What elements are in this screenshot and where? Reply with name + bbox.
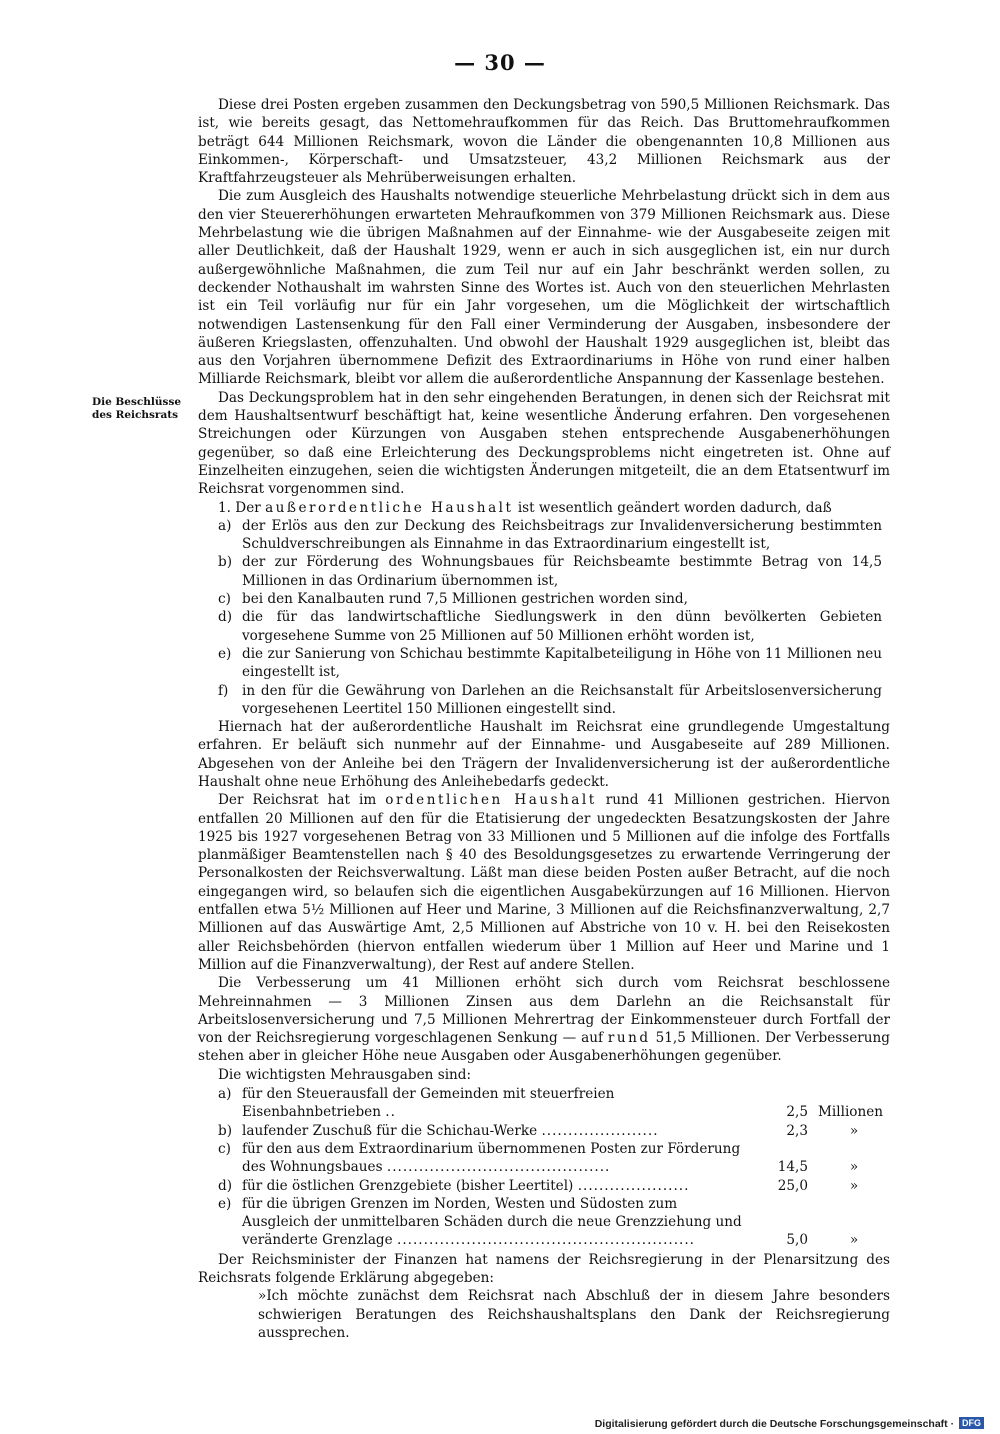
row-value: 2,5: [786, 1104, 808, 1121]
table-row: [198, 1177, 890, 1195]
list-text: der Erlös aus den zur Deckung des Reichsbeitrags zur Invalidenversicherung bestimmten Schuldverschreibungen als Einnahme in das Extraordinarium eingestellt ist,: [242, 517, 882, 553]
paragraph: Die wichtigsten Mehrausgaben sind:: [218, 1066, 472, 1083]
list-text: bei den Kanalbauten rund 7,5 Millionen gestrichen worden sind,: [242, 591, 688, 608]
list-item: [198, 590, 890, 608]
list-label: b): [218, 554, 233, 571]
row-label: b): [218, 1122, 233, 1139]
emphasis-text: ordentlichen Haushalt: [385, 792, 597, 809]
footer-text: Digitalisierung gefördert durch die Deutsche Forschungsgemeinschaft ·: [594, 1418, 955, 1430]
list-item: [198, 608, 890, 645]
paragraph: Die zum Ausgleich des Haushalts notwendige steuerliche Mehrbelastung drückt sich in dem aus den vier Steuererhöhungen erwarteten Mehraufkommen von 379 Millionen Reichsmark aus. Diese Mehrbelastung wie die übrigen Maßnahmen auf der Einnahme- wie der Ausgabeseite zeigen mit aller Deutlichkeit, daß der Haushalt 1929, wenn er auch in sich ausgeglichen ist, ein nur durch außergewöhnliche Maßnahmen, die zum Teil nur auf ein Jahr beschränkt werden sollen, zu deckender Nothaushalt im wahrsten Sinne des Wortes ist. Auch von den steuerlichen Mehrlasten ist ein Teil vorläufig nur für ein Jahr vorgesehen, um die Möglichkeit der wirtschaftlich notwendigen Lastensenkung für den Fall einer Verminderung der Ausgaben, insbesondere der äußeren Kriegslasten, offenzuhalten. Und obwohl der Haushalt 1929 ausgeglichen ist, bleibt das aus den Vorjahren übernommene Defizit des Extraordinariums in Höhe von rund einer halben Milliarde Reichsmark, bleibt vor allem die außerordentliche Anspannung der Kassenlage bestehen.: [198, 188, 890, 388]
list-label: c): [218, 591, 231, 608]
row-text: laufender Zuschuß für die Schichau-Werke: [242, 1122, 538, 1139]
body-text: [198, 96, 890, 1342]
paragraph: Das Deckungsproblem hat in den sehr eingehenden Beratungen, in denen sich der Reichsrat mit dem Haushaltsentwurf beschäftigt hat, keine wesentliche Änderung erfahren. Den vorgesehenen Streichungen oder Kürzungen von Ausgaben stehen entsprechende Ausgabenerhöhungen gegenüber, so daß eine Erleichterung des Deckungsproblems nicht eingetreten ist. Ohne auf Einzelheiten einzugehen, seien die wichtigsten Änderungen mitgeteilt, die an dem Etatsentwurf im Reichsrat vorgenommen sind.: [198, 389, 890, 498]
list-label: a): [218, 517, 232, 534]
table-row: [198, 1085, 890, 1122]
changes-list: [198, 517, 890, 718]
row-value: 14,5: [777, 1159, 808, 1176]
row-label: a): [218, 1086, 232, 1103]
row-unit: »: [849, 1232, 859, 1249]
list-item: [198, 682, 890, 719]
text-run: Der Reichsrat hat im: [218, 792, 377, 809]
text-run: 1. Der: [218, 499, 261, 516]
leader-dots: .....................: [577, 1177, 690, 1194]
row-text: für die östlichen Grenzgebiete (bisher Leertitel): [242, 1177, 574, 1194]
row-unit: »: [849, 1122, 859, 1139]
text-run: 51,5 Millionen. Der Verbesserung stehen aber in gleicher Höhe neue Ausgaben oder Ausgabenerhöhungen gegenüber.: [198, 1030, 890, 1065]
list-label: e): [218, 645, 232, 662]
list-label: f): [218, 682, 229, 699]
row-text: für den aus dem Extraordinarium übernommenen Posten zur Förderung des Wohnungsbaues: [242, 1140, 741, 1176]
emphasis-text: rund: [607, 1030, 651, 1047]
row-unit: Millionen: [818, 1104, 884, 1121]
list-label: d): [218, 609, 233, 626]
row-text: für den Steuerausfall der Gemeinden mit steuerfreien Eisenbahnbetrieben: [242, 1086, 615, 1121]
list-item: [198, 553, 890, 590]
leader-dots: ......................: [541, 1122, 659, 1139]
emphasis-text: außerordentliche Haushalt: [265, 499, 514, 516]
row-label: e): [218, 1195, 232, 1212]
row-unit: »: [849, 1159, 859, 1176]
row-value: 2,3: [786, 1122, 808, 1139]
text-run: rund 41 Millionen gestrichen. Hiervon entfallen 20 Millionen auf den für die Etatisierung der ungedeckten Besatzungskosten der Jahre 1925 bis 1927 vorgesehenen Betrag von 33 Millionen und 5 Millionen auf die infolge des Fortfalls planmäßiger Beamtenstellen nach § 40 des Besoldungsgesetzes zu erwartende Verringerung der Personalkosten der Reichsverwaltung. Läßt man diese beiden Posten außer Betracht, auf die noch eingegangen wird, so belaufen sich die eigentlichen Ausgabekürzungen auf 16 Millionen. Hiervon entfallen etwa 5½ Millionen auf Heer und Marine, 3 Millionen auf die Reichsfinanzverwaltung, 2,7 Millionen auf das Auswärtige Amt, 2,5 Millionen auf Abstriche von 10 v. H. bei den Reisekosten aller Reichsbehörden (hiervon entfallen wiederum über 1 Million auf Heer und Marine und 1 Million auf die Finanzverwaltung), der Rest auf andere Stellen.: [198, 792, 890, 973]
list-item: [198, 517, 890, 554]
row-value: 5,0: [786, 1232, 808, 1249]
table-row: [198, 1195, 890, 1250]
paragraph: Hiernach hat der außerordentliche Haushalt im Reichsrat eine grundlegende Umgestaltung erfahren. Er beläuft sich nunmehr auf der Einnahme- und Ausgabeseite auf 289 Millionen. Abgesehen von der Anleihe bei den Trägern der Invalidenversicherung ist der außerordentliche Haushalt ohne neue Erhöhung des Anleihebedarfs gedeckt.: [198, 719, 890, 790]
row-value: 25,0: [777, 1177, 808, 1194]
digitization-footer: [595, 1417, 984, 1430]
expenses-table: [198, 1085, 890, 1250]
list-item: [198, 645, 890, 682]
paragraph: [198, 791, 890, 974]
table-row: [198, 1122, 890, 1140]
leader-dots: ..: [385, 1104, 396, 1121]
leader-dots: ..........................................: [386, 1159, 611, 1176]
list-text: die für das landwirtschaftliche Siedlungswerk in den dünn bevölkerten Gebieten vorgesehene Summe von 25 Millionen auf 50 Millionen erhöht worden ist,: [242, 609, 882, 644]
quote-paragraph: »Ich möchte zunächst dem Reichsrat nach Abschluß der in diesem Jahre besonders schwierigen Beratungen des Reichshaushaltsplans den Dank der Reichsregierung aussprechen.: [258, 1288, 890, 1341]
leader-dots: ........................................................: [397, 1232, 695, 1249]
row-text: für die übrigen Grenzen im Norden, Westen und Südosten zum Ausgleich der unmittelbaren Schäden durch die neue Grenzziehung und veränderte Grenzlage: [242, 1195, 742, 1249]
list-text: die zur Sanierung von Schichau bestimmte Kapitalbeteiligung in Höhe von 11 Millionen neu eingestellt ist,: [242, 645, 882, 681]
margin-note: Die Beschlüsse des Reichsrats: [92, 396, 182, 421]
paragraph: Diese drei Posten ergeben zusammen den Deckungsbetrag von 590,5 Millionen Reichsmark. Das ist, wie bereits gesagt, das Nettomehraufkommen für das Reich. Das Bruttomehraufkommen beträgt 644 Millionen Reichsmark, wovon die Länder die obengenannten 10,8 Millionen aus Einkommen-, Körperschaft- und Umsatzsteuer, 43,2 Millionen Reichsmark aus der Kraftfahrzeugsteuer als Mehrüberweisungen erhalten.: [198, 97, 890, 187]
dfg-logo-icon: DFG: [959, 1417, 984, 1429]
row-label: c): [218, 1140, 231, 1157]
table-row: [198, 1140, 890, 1177]
row-unit: »: [849, 1177, 859, 1194]
list-text: in den für die Gewährung von Darlehen an die Reichsanstalt für Arbeitslosenversicherung vorgesehenen Leertitel 150 Millionen eingestellt sind.: [242, 682, 882, 717]
paragraph: [198, 499, 890, 517]
paragraph: [198, 974, 890, 1065]
text-run: ist wesentlich geändert worden dadurch, daß: [517, 499, 832, 516]
page-number: — 30 —: [454, 50, 546, 75]
text-run: Die Verbesserung um 41 Millionen erhöht sich durch vom Reichsrat beschlossene Mehreinnahmen — 3 Millionen Zinsen aus dem Darlehn an die Reichsanstalt für Arbeitslosenversicherung und 7,5 Millionen Mehrertrag der Einkommensteuer durch Fortfall der von der Reichsregierung vorgeschlagenen Senkung — auf: [198, 975, 890, 1047]
row-label: d): [218, 1177, 233, 1194]
paragraph: Der Reichsminister der Finanzen hat namens der Reichsregierung in der Plenarsitzung des Reichsrats folgende Erklärung abgegeben:: [198, 1251, 890, 1286]
list-text: der zur Förderung des Wohnungsbaues für Reichsbeamte bestimmte Betrag von 14,5 Millionen in das Ordinarium übernommen ist,: [242, 554, 882, 589]
